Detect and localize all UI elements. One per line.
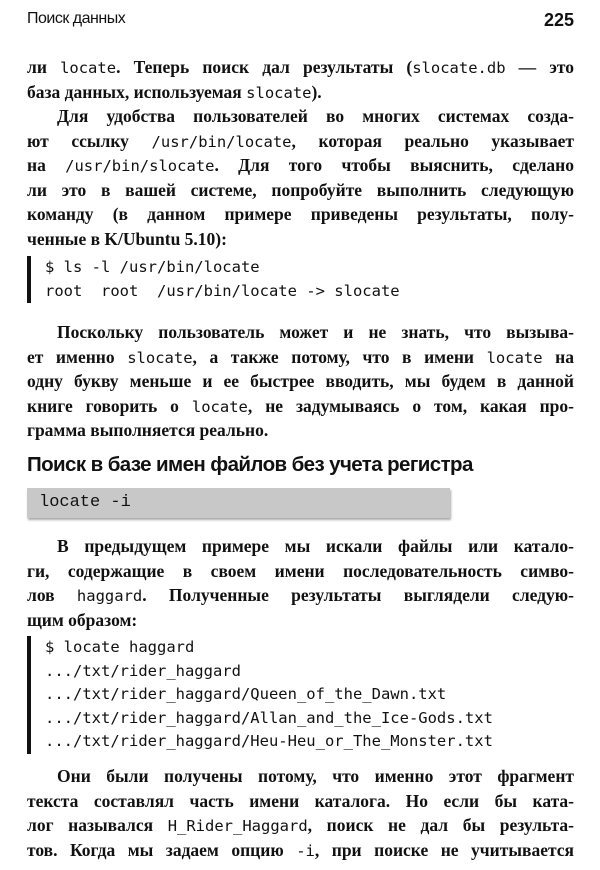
running-header: Поиск данных xyxy=(27,10,126,27)
text-line xyxy=(27,369,574,394)
text-run: команду (в данном примере приведены результаты, полу- xyxy=(27,204,574,224)
command-synopsis-box xyxy=(27,488,450,518)
paragraph xyxy=(27,764,574,862)
text-run: тов. Когда мы задаем опцию xyxy=(27,839,297,860)
text-run: ет именно xyxy=(27,346,128,367)
text-line xyxy=(27,320,574,345)
paragraph xyxy=(27,534,574,632)
paragraph xyxy=(27,320,574,443)
text-line xyxy=(27,202,574,227)
text-run: Поскольку пользователь может и не знать, что вызыва- xyxy=(57,322,574,342)
inline-code: /usr/bin/slocate xyxy=(65,157,215,175)
text-run: ют ссылку xyxy=(27,130,152,151)
text-line xyxy=(27,55,574,80)
text-line xyxy=(27,764,574,789)
text-line xyxy=(27,583,574,608)
code-line: .../txt/rider_haggard/Heu-Heu_or_The_Monster.txt xyxy=(45,732,493,750)
text-line xyxy=(27,608,574,633)
text-run: грамма выполняется реально. xyxy=(27,420,269,440)
text-run: лог назывался xyxy=(27,815,168,835)
text-line xyxy=(27,418,574,443)
text-run: щим образом: xyxy=(27,609,138,630)
text-run: В предыдущем примере мы искали файлы или катало- xyxy=(57,536,574,556)
page-number: 225 xyxy=(543,10,574,30)
code-block xyxy=(27,256,400,303)
inline-code: locate xyxy=(486,348,543,367)
paragraph xyxy=(27,55,574,104)
code-block xyxy=(27,636,493,754)
inline-code: locate xyxy=(60,59,117,77)
code-line: .../txt/rider_haggard/Allan_and_the_Ice-Gods.txt xyxy=(45,708,493,727)
text-run: Для удобства пользователей во многих системах созда- xyxy=(57,106,574,126)
text-run: . Теперь поиск дал результаты ( xyxy=(116,57,413,77)
text-line xyxy=(27,789,574,814)
text-run: , которая реально указывает xyxy=(291,130,574,151)
inline-code: slocate xyxy=(246,83,312,102)
text-run: , не задумываясь о том, какая про- xyxy=(247,395,574,416)
text-run: Они были получены потому, что именно этот фрагмент xyxy=(57,766,574,786)
text-run: , а также потому, что в имени xyxy=(192,346,487,367)
text-run: ). xyxy=(311,81,322,102)
text-run: база данных, используемая xyxy=(27,81,247,102)
text-run: лов xyxy=(27,585,77,605)
text-line xyxy=(27,227,574,252)
text-run: книге говорить о xyxy=(27,395,192,416)
text-run: на xyxy=(27,155,66,175)
inline-code: locate xyxy=(191,397,248,416)
text-run: , поиск не дал бы результа- xyxy=(307,815,574,835)
text-run: ги, содержащие в своем имени последовательность симво- xyxy=(27,560,574,581)
inline-code: /usr/bin/locate xyxy=(151,132,292,151)
text-run: ли xyxy=(27,57,61,77)
text-run: на xyxy=(542,346,574,367)
text-run: ли это в вашей системе, попробуйте выполнить следующую xyxy=(27,179,574,200)
text-line xyxy=(27,104,574,129)
paragraph xyxy=(27,104,574,251)
text-run: одну букву меньше и ее быстрее вводить, мы будем в данной xyxy=(27,371,574,391)
text-line xyxy=(27,80,574,105)
text-line xyxy=(27,129,574,154)
section-heading: Поиск в базе имен файлов без учета регистра xyxy=(27,453,473,476)
text-line xyxy=(27,813,574,838)
text-run: . Для того чтобы выяснить, сделано xyxy=(214,155,574,175)
inline-code: slocate xyxy=(127,348,193,367)
text-run: ченные в K/Ubuntu 5.10): xyxy=(27,228,227,249)
text-run: . Полученные результаты выглядели следую- xyxy=(142,585,574,605)
code-line: .../txt/rider_haggard/Queen_of_the_Dawn.txt xyxy=(45,685,447,703)
inline-code: H_Rider_Haggard xyxy=(167,817,308,835)
text-line xyxy=(27,559,574,584)
text-line xyxy=(27,838,574,863)
command-synopsis: locate -i xyxy=(39,493,131,512)
inline-code: slocate.db xyxy=(412,59,506,77)
text-line xyxy=(27,394,574,419)
text-line xyxy=(27,345,574,370)
code-line: root root /usr/bin/locate -> slocate xyxy=(45,281,400,300)
inline-code: -i xyxy=(296,841,315,860)
code-line: $ locate haggard xyxy=(45,638,195,656)
text-run: текста составлял часть имени каталога. Но если бы ката- xyxy=(27,790,574,811)
code-line: $ ls -l /usr/bin/locate xyxy=(45,258,260,276)
code-line: .../txt/rider_haggard xyxy=(45,661,241,680)
text-line xyxy=(27,178,574,203)
inline-code: haggard xyxy=(76,587,143,605)
text-line xyxy=(27,153,574,178)
text-line xyxy=(27,534,574,559)
text-run: , при поиске не учитывается xyxy=(314,839,575,860)
text-run: — это xyxy=(505,57,575,77)
